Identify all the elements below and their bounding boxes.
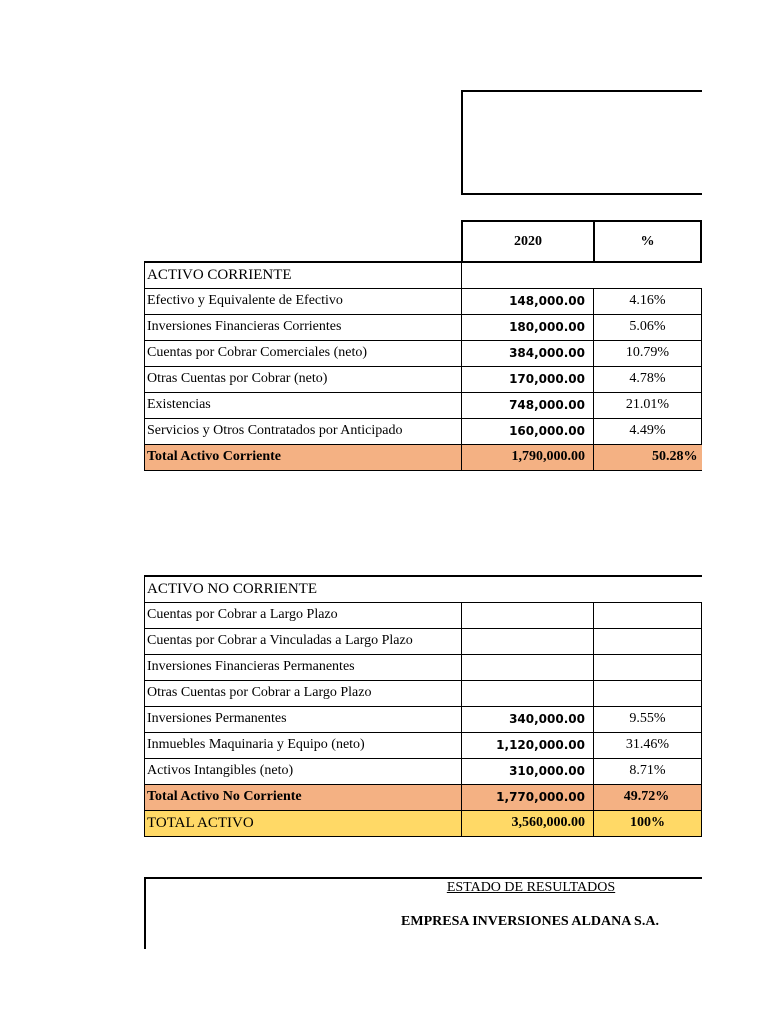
row-label[interactable]: Efectivo y Equivalente de Efectivo xyxy=(145,288,462,314)
table-row xyxy=(145,392,702,418)
row-value[interactable] xyxy=(462,628,594,654)
total-label[interactable]: Total Activo No Corriente xyxy=(145,784,462,810)
table-row xyxy=(145,288,702,314)
section-title-activo-corriente[interactable]: ACTIVO CORRIENTE xyxy=(145,262,462,288)
table-row xyxy=(145,602,702,628)
table-row xyxy=(145,732,702,758)
row-value[interactable]: 170,000.00 xyxy=(462,366,594,392)
total-row xyxy=(145,784,702,810)
column-header-year[interactable]: 2020 xyxy=(461,220,595,263)
activo-corriente-table xyxy=(144,261,702,471)
total-row xyxy=(145,444,702,470)
table-row xyxy=(145,628,702,654)
row-label[interactable]: Servicios y Otros Contratados por Anticipado xyxy=(145,418,462,444)
grand-total-percent[interactable]: 100% xyxy=(594,810,702,836)
row-percent[interactable]: 4.49% xyxy=(594,418,702,444)
row-percent[interactable]: 9.55% xyxy=(594,706,702,732)
total-value[interactable]: 1,770,000.00 xyxy=(462,784,594,810)
table-row xyxy=(145,706,702,732)
table-row xyxy=(145,418,702,444)
grand-total-value[interactable]: 3,560,000.00 xyxy=(462,810,594,836)
row-value[interactable]: 1,120,000.00 xyxy=(462,732,594,758)
row-value[interactable] xyxy=(462,680,594,706)
cell-blank[interactable] xyxy=(594,576,702,602)
row-value[interactable]: 310,000.00 xyxy=(462,758,594,784)
row-percent[interactable] xyxy=(594,628,702,654)
section-title-activo-no-corriente[interactable]: ACTIVO NO CORRIENTE xyxy=(145,576,462,602)
total-label[interactable]: Total Activo Corriente xyxy=(145,444,462,470)
total-percent[interactable]: 49.72% xyxy=(594,784,702,810)
column-header-percent[interactable]: % xyxy=(593,220,702,263)
table-row xyxy=(145,680,702,706)
results-title: ESTADO DE RESULTADOS xyxy=(446,880,616,895)
section-header-row xyxy=(145,262,702,288)
row-percent[interactable]: 21.01% xyxy=(594,392,702,418)
table-row xyxy=(145,758,702,784)
row-percent[interactable]: 4.78% xyxy=(594,366,702,392)
row-label[interactable]: Cuentas por Cobrar a Vinculadas a Largo Plazo xyxy=(145,628,462,654)
row-label[interactable]: Inmuebles Maquinaria y Equipo (neto) xyxy=(145,732,462,758)
row-value[interactable]: 340,000.00 xyxy=(462,706,594,732)
row-value[interactable]: 748,000.00 xyxy=(462,392,594,418)
row-value[interactable]: 180,000.00 xyxy=(462,314,594,340)
row-label[interactable]: Cuentas por Cobrar Comerciales (neto) xyxy=(145,340,462,366)
row-percent[interactable]: 31.46% xyxy=(594,732,702,758)
row-label[interactable]: Otras Cuentas por Cobrar (neto) xyxy=(145,366,462,392)
table-row xyxy=(145,654,702,680)
table-row xyxy=(145,340,702,366)
row-label[interactable]: Existencias xyxy=(145,392,462,418)
row-value[interactable]: 160,000.00 xyxy=(462,418,594,444)
row-label[interactable]: Activos Intangibles (neto) xyxy=(145,758,462,784)
total-percent[interactable]: 50.28% xyxy=(594,444,702,470)
row-percent[interactable]: 10.79% xyxy=(594,340,702,366)
row-percent[interactable] xyxy=(594,602,702,628)
grand-total-label[interactable]: TOTAL ACTIVO xyxy=(145,810,462,836)
cell-blank[interactable] xyxy=(462,576,594,602)
row-value[interactable]: 148,000.00 xyxy=(462,288,594,314)
row-percent[interactable]: 8.71% xyxy=(594,758,702,784)
row-label[interactable]: Otras Cuentas por Cobrar a Largo Plazo xyxy=(145,680,462,706)
row-percent[interactable] xyxy=(594,654,702,680)
row-label[interactable]: Cuentas por Cobrar a Largo Plazo xyxy=(145,602,462,628)
row-label[interactable]: Inversiones Financieras Permanentes xyxy=(145,654,462,680)
row-value[interactable] xyxy=(462,654,594,680)
grand-total-row xyxy=(145,810,702,836)
activo-no-corriente-table xyxy=(144,575,702,837)
row-percent[interactable]: 4.16% xyxy=(594,288,702,314)
section-header-row xyxy=(145,576,702,602)
header-merged-cell[interactable] xyxy=(461,90,702,195)
cell-blank[interactable] xyxy=(462,262,594,288)
row-value[interactable]: 384,000.00 xyxy=(462,340,594,366)
row-label[interactable]: Inversiones Permanentes xyxy=(145,706,462,732)
row-label[interactable]: Inversiones Financieras Corrientes xyxy=(145,314,462,340)
total-value[interactable]: 1,790,000.00 xyxy=(462,444,594,470)
cell-blank[interactable] xyxy=(594,262,702,288)
row-value[interactable] xyxy=(462,602,594,628)
row-percent[interactable]: 5.06% xyxy=(594,314,702,340)
table-row xyxy=(145,314,702,340)
table-row xyxy=(145,366,702,392)
company-name: EMPRESA INVERSIONES ALDANA S.A. xyxy=(401,914,659,929)
row-percent[interactable] xyxy=(594,680,702,706)
